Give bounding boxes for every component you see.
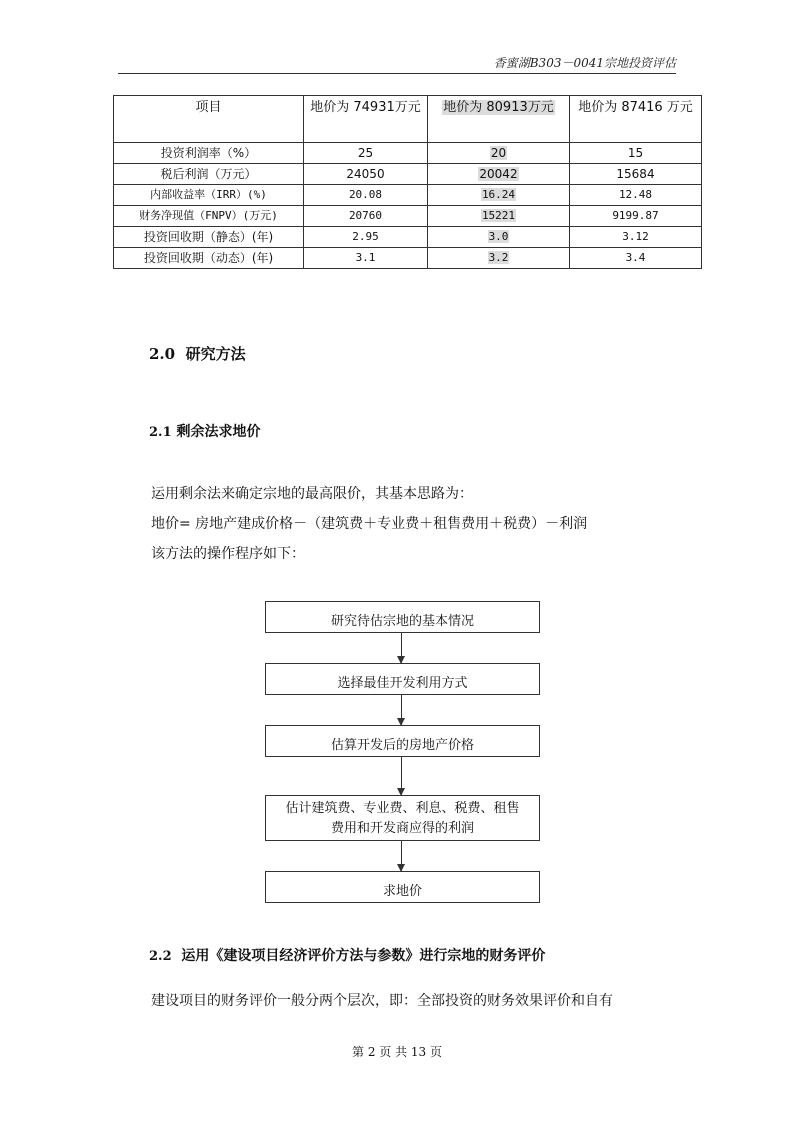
table-header-row bbox=[114, 96, 702, 143]
flow-step-3: 估算开发后的房地产价格 bbox=[265, 725, 540, 757]
section-title: 剩余法求地价 bbox=[176, 424, 261, 440]
cell-value: 15 bbox=[570, 143, 702, 164]
table-header-cell bbox=[428, 96, 570, 143]
highlighted-value: 20 bbox=[490, 146, 507, 160]
flow-step-2: 选择最佳开发利用方式 bbox=[265, 663, 540, 695]
highlighted-value: 15221 bbox=[481, 209, 516, 222]
cell-value: 3.12 bbox=[570, 227, 702, 248]
page-footer: 第 2 页 共 13 页 bbox=[352, 1045, 442, 1059]
flow-step-4 bbox=[265, 795, 540, 841]
cell-value: 9199.87 bbox=[570, 206, 702, 227]
flow-arrow bbox=[401, 841, 402, 871]
row-label: 财务净现值（FNPV）(万元) bbox=[114, 206, 304, 227]
highlighted-value: 16.24 bbox=[481, 188, 516, 201]
table-header-cell: 地价为 87416 万元 bbox=[570, 96, 702, 143]
cell-value: 25 bbox=[304, 143, 428, 164]
cell-value: 20.08 bbox=[304, 185, 428, 206]
section-heading-2-0 bbox=[149, 343, 246, 364]
flow-step-4-line-1: 估计建筑费、专业费、利息、税费、租售 bbox=[285, 801, 520, 816]
cell-value: 2.95 bbox=[304, 227, 428, 248]
flow-arrow bbox=[401, 695, 402, 725]
table-row bbox=[114, 185, 702, 206]
row-label: 税后利润（万元） bbox=[114, 164, 304, 185]
highlighted-value: 20042 bbox=[479, 167, 518, 181]
section-number: 2.0 bbox=[149, 345, 176, 363]
row-label: 投资回收期（静态）(年) bbox=[114, 227, 304, 248]
cell-value bbox=[428, 164, 570, 185]
section-number: 2.2 bbox=[149, 949, 172, 964]
section-heading-2-2 bbox=[149, 945, 545, 965]
section-number: 2.1 bbox=[149, 425, 172, 440]
table-header-cell: 项目 bbox=[114, 96, 304, 143]
flow-arrow bbox=[401, 633, 402, 663]
cell-value: 12.48 bbox=[570, 185, 702, 206]
table-header-cell: 地价为 74931万元 bbox=[304, 96, 428, 143]
table-row bbox=[114, 206, 702, 227]
table-row bbox=[114, 227, 702, 248]
cell-value: 15684 bbox=[570, 164, 702, 185]
paragraph-procedure: 该方法的操作程序如下： bbox=[151, 546, 305, 562]
cell-value bbox=[428, 143, 570, 164]
flow-step-5: 求地价 bbox=[265, 871, 540, 903]
row-label: 投资回收期（动态）(年) bbox=[114, 248, 304, 269]
header-title: 香蜜湖B303－0041宗地投资评估 bbox=[493, 56, 676, 70]
cell-value bbox=[428, 227, 570, 248]
row-label: 投资利润率（%） bbox=[114, 143, 304, 164]
section-title: 运用《建设项目经济评价方法与参数》进行宗地的财务评价 bbox=[181, 948, 546, 964]
highlighted-header: 地价为 80913万元 bbox=[443, 100, 554, 115]
flow-step-4-line-2: 费用和开发商应得的利润 bbox=[330, 821, 474, 836]
section-heading-2-1 bbox=[149, 421, 261, 441]
cell-value bbox=[428, 206, 570, 227]
flow-arrow bbox=[401, 757, 402, 795]
cell-value: 3.1 bbox=[304, 248, 428, 269]
table-row bbox=[114, 248, 702, 269]
cell-value: 24050 bbox=[304, 164, 428, 185]
highlighted-value: 3.2 bbox=[488, 251, 509, 264]
section-title: 研究方法 bbox=[185, 345, 246, 363]
table-row bbox=[114, 164, 702, 185]
paragraph-intro: 运用剩余法来确定宗地的最高限价，其基本思路为： bbox=[151, 486, 473, 502]
cell-value bbox=[428, 185, 570, 206]
cell-value: 3.4 bbox=[570, 248, 702, 269]
cell-value: 20760 bbox=[304, 206, 428, 227]
highlighted-value: 3.0 bbox=[488, 230, 509, 243]
paragraph-2-2: 建设项目的财务评价一般分两个层次，即：全部投资的财务效果评价和自有 bbox=[151, 993, 613, 1009]
cell-value bbox=[428, 248, 570, 269]
paragraph-formula: 地价= 房地产建成价格－（建筑费＋专业费＋租售费用＋税费）－利润 bbox=[151, 516, 588, 532]
comparison-table bbox=[113, 95, 702, 269]
flow-step-1: 研究待估宗地的基本情况 bbox=[265, 601, 540, 633]
header-rule bbox=[118, 73, 676, 74]
table-row bbox=[114, 143, 702, 164]
row-label: 内部收益率（IRR）(%) bbox=[114, 185, 304, 206]
